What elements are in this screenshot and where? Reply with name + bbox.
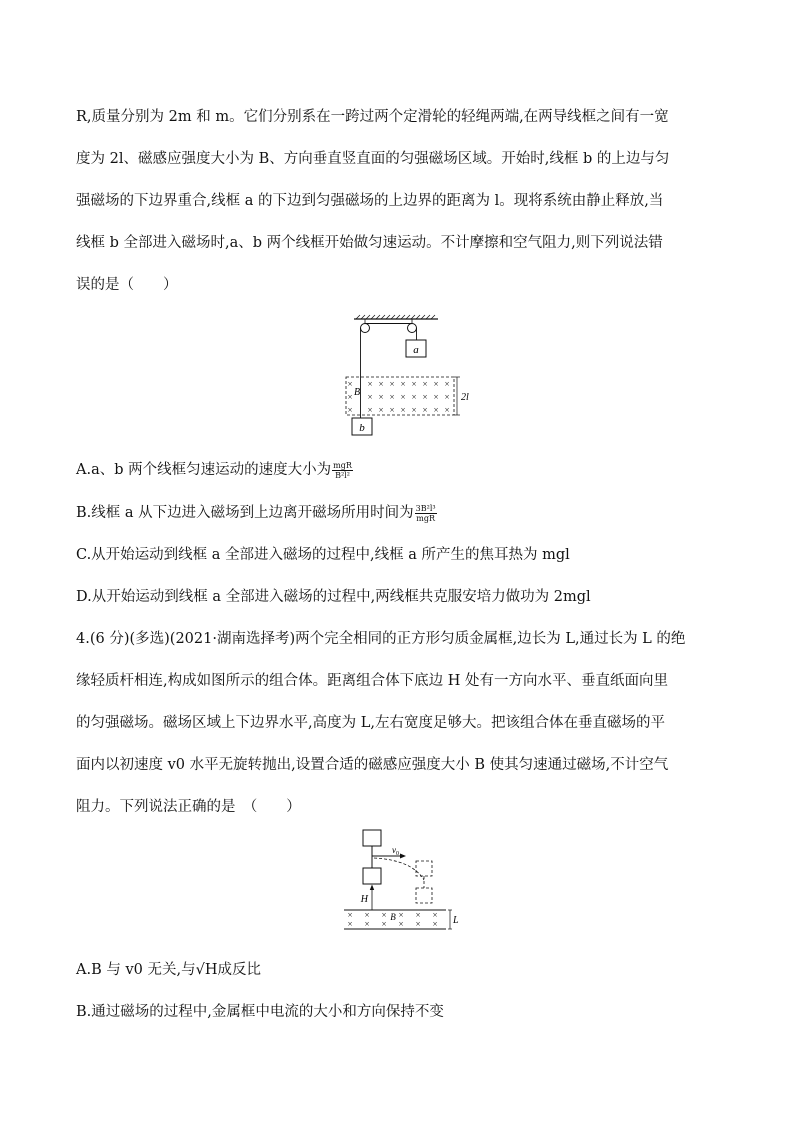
svg-text:×: ×: [389, 405, 395, 415]
q3-option-d: D.从开始运动到线框 a 全部进入磁场的过程中,两线框共克服安培力做功为 2mgl: [76, 589, 591, 605]
svg-text:×: ×: [398, 919, 404, 929]
svg-text:×: ×: [400, 392, 406, 402]
q3-option-c: C.从开始运动到线框 a 全部进入磁场的过程中,线框 a 所产生的焦耳热为 mgl: [76, 547, 570, 563]
label-field-B: B: [353, 387, 361, 398]
q4-line-2: 缘轻质杆相连,构成如图所示的组合体。距离组合体下底边 H 处有一方向水平、垂直纸面向里: [76, 673, 668, 689]
svg-text:×: ×: [347, 405, 353, 415]
svg-text:×: ×: [411, 405, 417, 415]
label-a: a: [413, 344, 419, 356]
svg-text:×: ×: [378, 379, 384, 389]
q3-line-5: 误的是（ ）: [76, 277, 178, 293]
svg-text:×: ×: [378, 405, 384, 415]
q3-option-a: A.a、b 两个线框匀速运动的速度大小为 $\frac{\text{mgR}}{\text{B²l²}}$: [76, 460, 352, 480]
label-B-2: B: [390, 912, 396, 922]
svg-text:×: ×: [444, 379, 450, 389]
svg-text:×: ×: [347, 919, 353, 929]
label-L: L: [453, 915, 459, 926]
pulley-right: [408, 324, 417, 333]
svg-text:×: ×: [367, 392, 373, 402]
svg-text:×: ×: [389, 392, 395, 402]
q4-option-b: B.通过磁场的过程中,金属框中电流的大小和方向保持不变: [76, 1004, 444, 1020]
svg-text:×: ×: [415, 910, 421, 920]
label-v0: $v_0$: [392, 845, 399, 857]
q3-line-3: 强磁场的下边界重合,线框 a 的下边到匀强磁场的上边界的距离为 l。现将系统由静止释放,当: [76, 193, 664, 209]
svg-text:×: ×: [347, 910, 353, 920]
svg-text:×: ×: [433, 379, 439, 389]
pulley-left: [361, 324, 370, 333]
svg-text:×: ×: [411, 392, 417, 402]
svg-text:×: ×: [389, 379, 395, 389]
svg-text:×: ×: [381, 919, 387, 929]
svg-text:×: ×: [422, 379, 428, 389]
q4-line-3: 的匀强磁场。磁场区域上下边界水平,高度为 L,左右宽度足够大。把该组合体在垂直磁场的平: [76, 715, 665, 731]
svg-text:×: ×: [378, 392, 384, 402]
lower-frame: [363, 868, 381, 884]
projectile-diagram: [338, 822, 468, 934]
svg-text:×: ×: [398, 910, 404, 920]
svg-text:×: ×: [400, 379, 406, 389]
svg-text:×: ×: [381, 910, 387, 920]
svg-text:×: ×: [444, 405, 450, 415]
q4-line-1: 4.(6 分)(多选)(2021·湖南选择考)两个完全相同的正方形匀质金属框,边长为 L,通过长为 L 的绝: [76, 631, 686, 647]
svg-text:×: ×: [364, 910, 370, 920]
svg-text:×: ×: [433, 405, 439, 415]
upper-frame: [363, 830, 381, 846]
svg-text:×: ×: [347, 392, 353, 402]
svg-text:×: ×: [422, 405, 428, 415]
svg-text:×: ×: [444, 392, 450, 402]
fraction-a: $\frac{\text{mgR}}{\text{B²l²}}$: [333, 460, 352, 480]
svg-text:×: ×: [415, 919, 421, 929]
svg-text:×: ×: [364, 919, 370, 929]
svg-text:×: ×: [367, 379, 373, 389]
q4-line-5: 阻力。下列说法正确的是 （ ）: [76, 799, 301, 815]
svg-text:×: ×: [432, 919, 438, 929]
label-b: b: [359, 422, 365, 434]
svg-text:×: ×: [367, 405, 373, 415]
svg-text:×: ×: [400, 405, 406, 415]
svg-text:×: ×: [422, 392, 428, 402]
svg-text:×: ×: [433, 392, 439, 402]
svg-text:×: ×: [432, 910, 438, 920]
q4-option-a: A.B 与 v0 无关,与√H成反比: [76, 962, 261, 978]
q3-line-4: 线框 b 全部进入磁场时,a、b 两个线框开始做匀速运动。不计摩擦和空气阻力,则下列说法错: [76, 235, 663, 251]
label-H: H: [360, 894, 368, 905]
fraction-b: $\frac{\text{3B²l³}}{\text{mgR}}$: [415, 503, 436, 523]
svg-text:×: ×: [411, 379, 417, 389]
q3-option-b: B.线框 a 从下边进入磁场到上边离开磁场所用时间为 $\frac{\text{3B²l³}}{\text{mgR}}$: [76, 503, 436, 523]
field-crosses: [347, 379, 449, 415]
label-2l: 2l: [461, 392, 469, 403]
q3-line-1: R,质量分别为 2m 和 m。它们分别系在一跨过两个定滑轮的轻绳两端,在两导线框之间有一宽: [76, 109, 669, 125]
svg-text:×: ×: [347, 379, 353, 389]
q3-line-2: 度为 2l、磁感应强度大小为 B、方向垂直竖直面的匀强磁场区域。开始时,线框 b 的上边与匀: [76, 151, 670, 167]
pulley-diagram: [330, 312, 470, 440]
q4-line-4: 面内以初速度 v0 水平无旋转抛出,设置合适的磁感应强度大小 B 使其匀速通过磁场,不计空气: [76, 757, 669, 773]
